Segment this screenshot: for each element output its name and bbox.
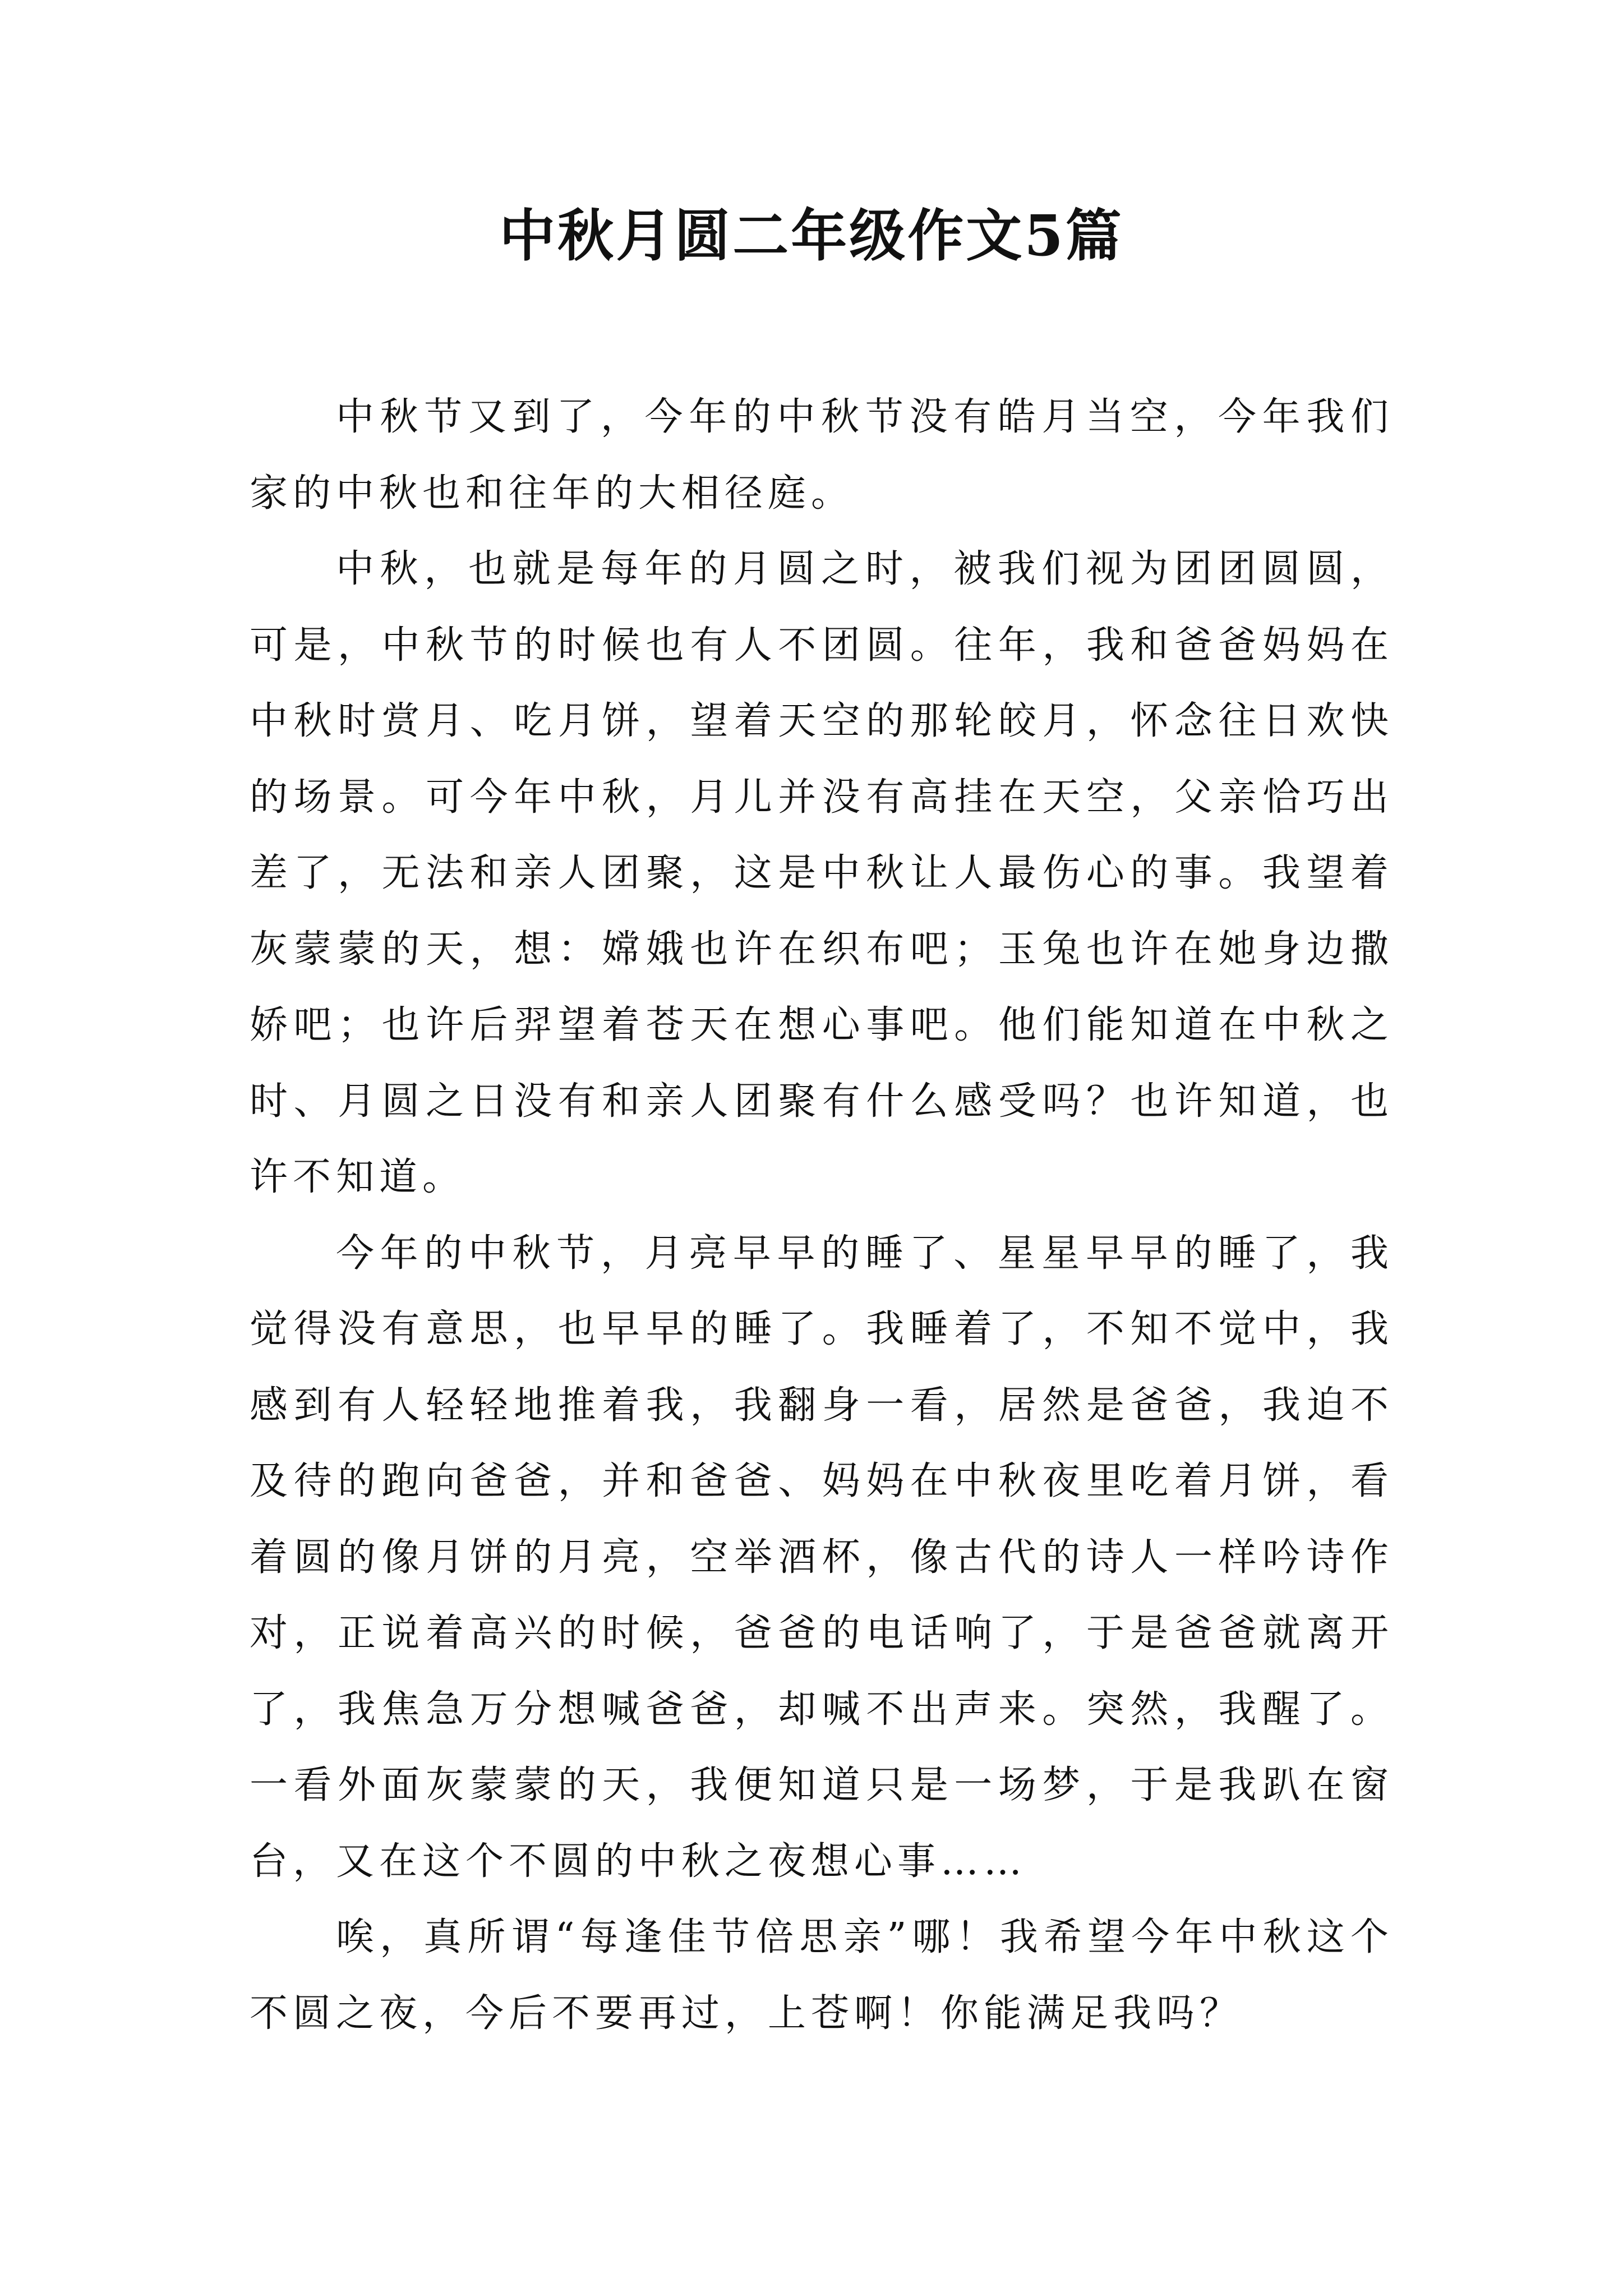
paragraph-3: 今年的中秋节，月亮早早的睡了、星星早早的睡了，我觉得没有意思，也早早的睡了。我睡着了，不知不觉中，我感到有人轻轻地推着我，我翻身一看，居然是爸爸，我迫不及待的跑向爸爸，并和爸爸、妈妈在中秋夜里吃着月饼，看着圆的像月饼的月亮，空举酒杯，像古代的诗人一样吟诗作对，正说着高兴的时候，爸爸的电话响了，于是爸爸就离开了，我焦急万分想喊爸爸，却喊不出声来。突然，我醒了。一看外面灰蒙蒙的天，我便知道只是一场梦，于是我趴在窗台，又在这个不圆的中秋之夜想心事…… — [250, 1231, 1394, 1884]
paragraph-4: 唉，真所谓“每逢佳节倍思亲”哪！我希望今年中秋这个不圆之夜，今后不要再过，上苍啊！你能满足我吗？ — [250, 1915, 1394, 2036]
paragraph-2: 中秋，也就是每年的月圆之时，被我们视为团团圆圆，可是，中秋节的时候也有人不团圆。往年，我和爸爸妈妈在中秋时赏月、吃月饼，望着天空的那轮皎月，怀念往日欢快的场景。可今年中秋，月儿并没有高挂在天空，父亲恰巧出差了，无法和亲人团聚，这是中秋让人最伤心的事。我望着灰蒙蒙的天，想：嫦娥也许在织布吧；玉兔也许在她身边撒娇吧；也许后羿望着苍天在想心事吧。他们能知道在中秋之时、月圆之日没有和亲人团聚有什么感受吗？也许知道，也许不知道。 — [250, 547, 1394, 1199]
document-body — [250, 379, 1394, 2051]
document-title: 中秋月圆二年级作文5篇 — [499, 203, 1124, 269]
paragraph-1: 中秋节又到了，今年的中秋节没有皓月当空，今年我们家的中秋也和往年的大相径庭。 — [250, 395, 1394, 516]
